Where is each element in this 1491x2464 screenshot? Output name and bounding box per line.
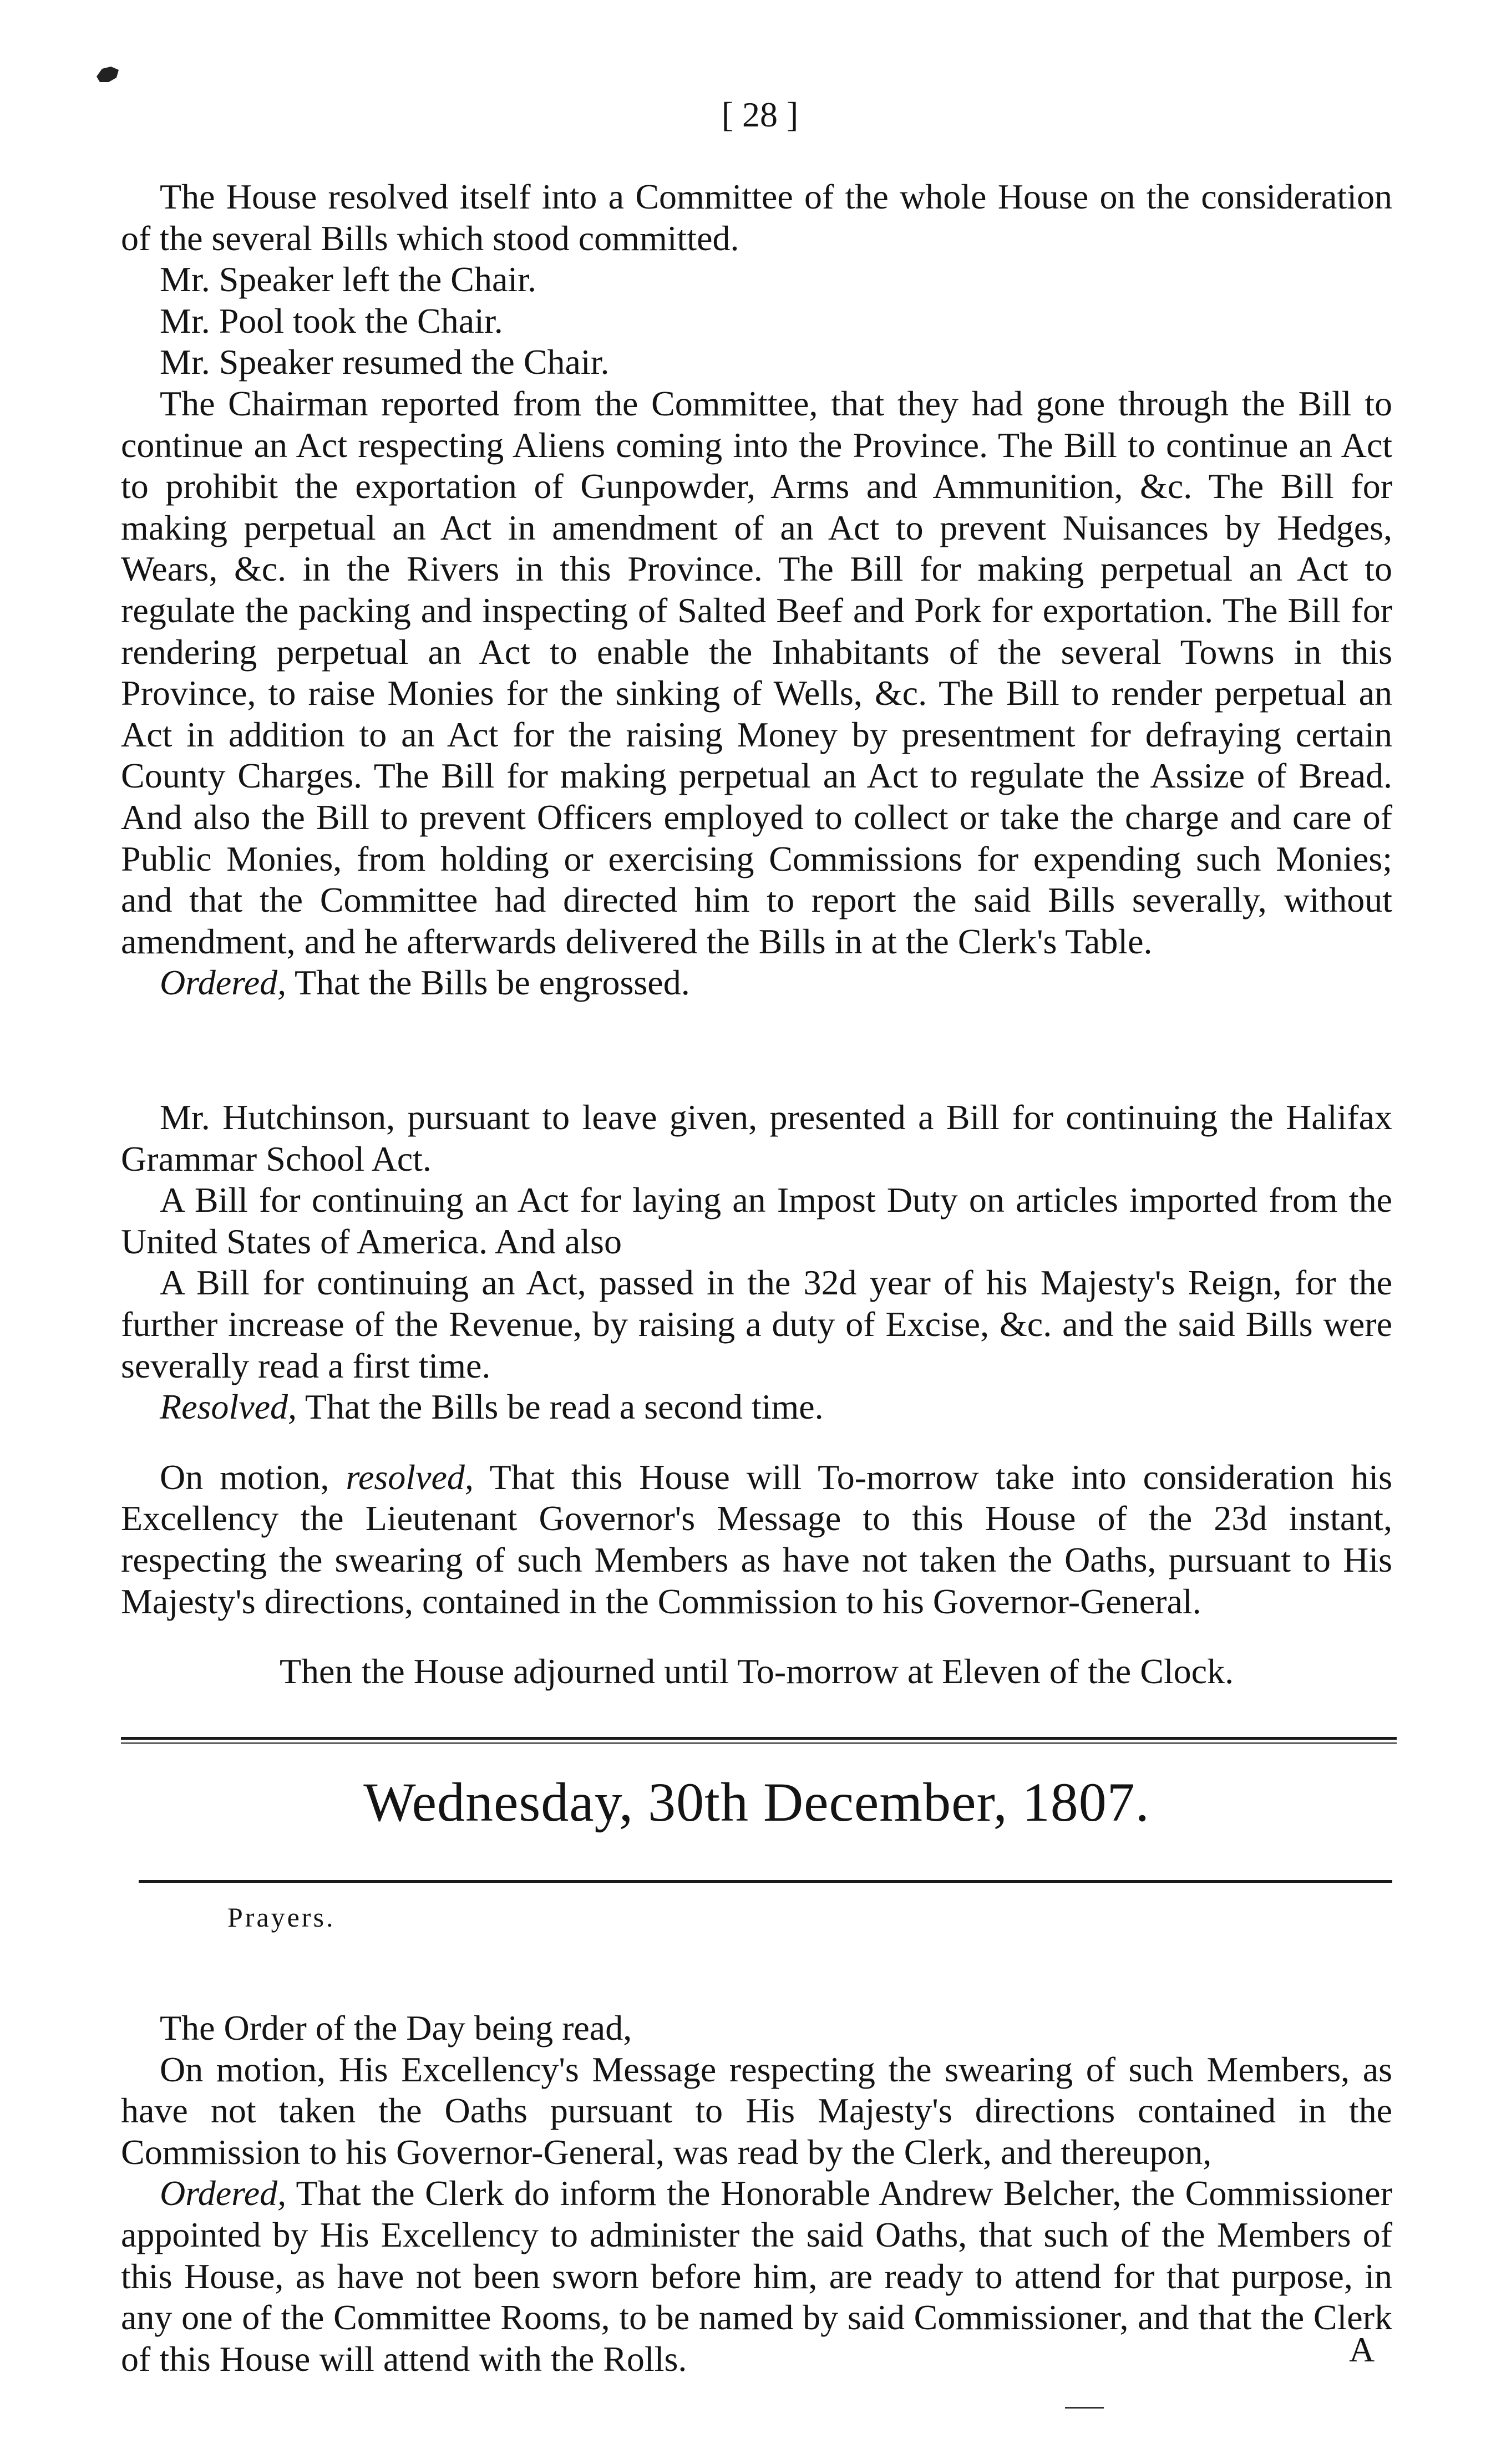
resolved-text: That the Bills be read a second time. [305,1387,824,1427]
clerk-ordered-text: That the Clerk do inform the Honorable Andrew Belcher, the Commissioner appointed by His Excellency to administer the said Oaths, that such of the Members of this House, as have not been sworn before him, are ready to attend for that purpose, in any one of the Committee Rooms, to be named by said Commissioner, and that the Clerk of this House will attend with the Rolls. [121,2173,1393,2379]
committee-resolution: The House resolved itself into a Committee of the whole House on the consideration of the several Bills which stood committed. [121,177,1392,258]
section-rule-top-thin [121,1742,1397,1744]
motion-prefix: On motion, [160,1457,329,1497]
hutchinson-bill: Mr. Hutchinson, pursuant to leave given, presented a Bill for continuing the Halifax Grammar School Act. [121,1098,1392,1178]
ink-blot-mark [94,65,121,84]
resolved-label: Resolved, [160,1387,297,1427]
speaker-resumed-chair: Mr. Speaker resumed the Chair. [160,342,610,382]
chairman-report: The Chairman reported from the Committee, that they had gone through the Bill to continue an Act respecting Aliens coming into the Province. The Bill to continue an Act to prohibit the exportation of Gunpowder, Arms and Ammunition, &c. The Bill for making perpetual an Act in amendment of an Act to prevent Nuisances by Hedges, Wears, &c. in the Rivers in this Province. The Bill for making perpetual an Act to regulate the packing and inspecting of Salted Beef and Pork for exportation. The Bill for rendering perpetual an Act to enable the Inhabitants of the several Towns in this Province, to raise Monies for the sinking of Wells, &c. The Bill to render perpetual an Act in addition to an Act for the raising Money by presentment for defraying certain County Charges. The Bill for making perpetual an Act to regulate the Assize of Bread. And also the Bill to prevent Officers employed to collect or take the charge and care of Public Monies, from holding or exercising Commissions for expending such Monies; and that the Committee had directed him to report the said Bills severally, without amendment, and he afterwards delivered the Bills in at the Clerk's Table. [121,383,1392,961]
adjournment-notice: Then the House adjourned until To-morrow at Eleven of the Clock. [279,1652,1234,1691]
page-number: [ 28 ] [721,95,799,134]
ordered-text: That the Bills be engrossed. [294,963,690,1003]
date-heading: Wednesday, 30th December, 1807. [363,1771,1150,1833]
committee-proceedings [121,176,1392,1004]
pool-took-chair: Mr. Pool took the Chair. [160,301,503,341]
bills-and-motions [121,1097,1392,1693]
motion-text: That this House will To-morrow take into consideration his Excellency the Lieutenant Governor's Message to this House of the 23d instant, respecting the swearing of such Members as have not taken the Oaths, pursuant to His Majesty's directions, contained in the Commission to his Governor-General. [121,1457,1393,1621]
order-of-day: The Order of the Day being read, [160,2008,632,2048]
excise-bill: A Bill for continuing an Act, passed in the 32d year of his Majesty's Reign, for the further increase of the Revenue, by raising a duty of Excise, &c. and the said Bills were severally read a first time. [121,1263,1392,1385]
section-rule-bottom [139,1880,1392,1883]
resolved-second-reading [121,1386,1392,1428]
prayers-label: Prayers. [227,1902,336,1933]
december-30-proceedings [121,2008,1392,2380]
catchword: A [1349,2330,1375,2369]
impost-duty-bill: A Bill for continuing an Act for laying an Impost Duty on articles imported from the United States of America. And also [121,1180,1392,1261]
clerk-ordered [121,2173,1392,2380]
ordered-label: Ordered, [160,963,287,1003]
clerk-ordered-label: Ordered, [160,2173,287,2213]
ordered-engrossed [121,962,1392,1004]
oaths-motion [121,1457,1392,1622]
footer-dash [1065,2407,1104,2409]
motion-resolved-label: resolved, [346,1457,474,1497]
message-motion: On motion, His Excellency's Message respecting the swearing of such Members, as have not taken the Oaths pursuant to His Majesty's directions contained in the Commission to his Governor-General, was read by the Clerk, and thereupon, [121,2049,1392,2172]
speaker-left-chair: Mr. Speaker left the Chair. [160,260,536,299]
section-rule-top [121,1737,1397,1740]
